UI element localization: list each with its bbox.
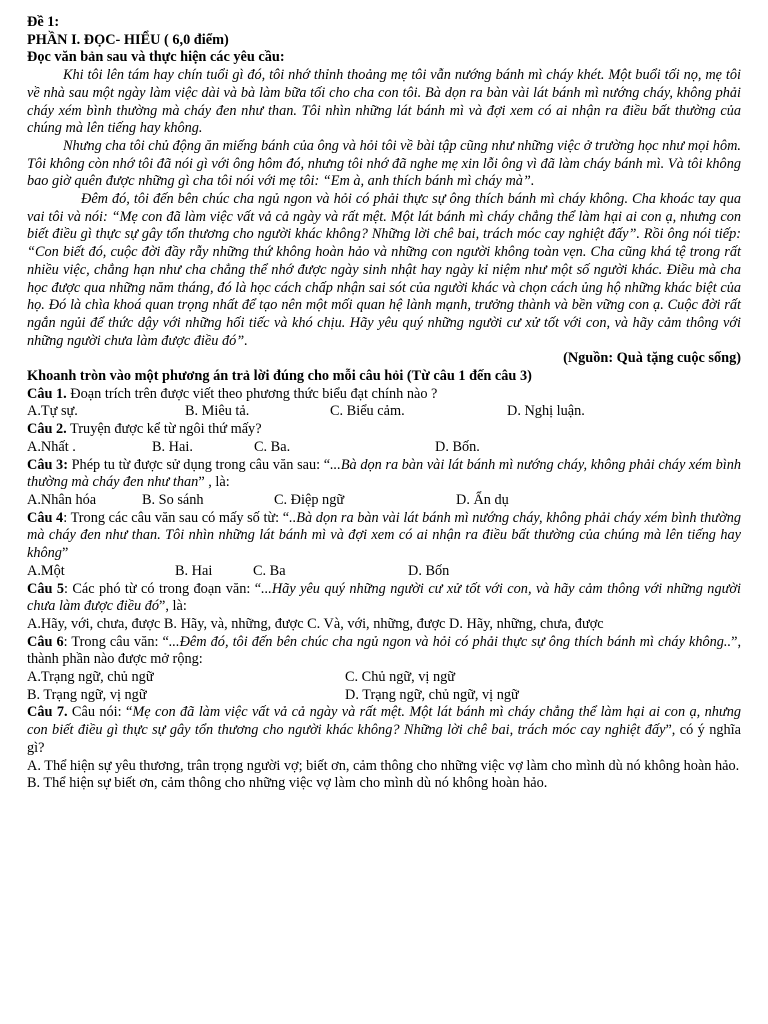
question-4-options xyxy=(27,563,741,581)
q3-option-a[interactable]: A.Nhân hóa xyxy=(27,491,97,508)
q2-option-b[interactable]: B. Hai. xyxy=(152,438,193,455)
q7-option-b[interactable]: B. Thể hiện sự biết ơn, cảm thông cho những việc vợ làm cho mình dù nó không hoàn hảo. xyxy=(27,775,548,792)
mcq-instruction: Khoanh tròn vào một phương án trả lời đúng cho mỗi câu hỏi (Từ câu 1 đến câu 3) xyxy=(27,368,532,385)
q2-option-d[interactable]: D. Bốn. xyxy=(435,438,480,455)
q3-option-d[interactable]: D. Ẩn dụ xyxy=(456,491,509,508)
question-6-options-row-1 xyxy=(27,669,741,687)
question-6-tail: ”, thành phần nào được mở rộng: xyxy=(27,633,742,668)
question-4-text: : Trong các câu văn sau có mấy số từ: “ xyxy=(63,509,290,526)
question-3-label: Câu 3: xyxy=(27,456,68,473)
question-1-options xyxy=(27,403,741,421)
question-2-text: Truyện được kể từ ngôi thứ mấy? xyxy=(66,421,262,438)
question-3-quote: ...Bà dọn ra bàn vài lát bánh mì nướng cháy, không phải cháy xém bình thường mà cháy đen như than xyxy=(27,456,741,491)
question-2-options xyxy=(27,439,741,457)
question-6-options-row-2 xyxy=(27,687,741,705)
question-4-tail: ” xyxy=(61,545,69,562)
q6-option-b[interactable]: B. Trạng ngữ, vị ngữ xyxy=(27,686,147,703)
passage-paragraph-1: Khi tôi lên tám hay chín tuổi gì đó, tôi nhớ thỉnh thoảng mẹ tôi vẫn nướng bánh mì cháy khét. Một buổi tối nọ, mẹ tôi về nhà sau một ngày làm việc dài và bà làm bữa tối cho cha con tôi. Bà dọn ra bàn vài lát bánh mì nướng cháy, không phải cháy xém bình thường mà cháy đen như than. Tôi nhìn những lát bánh mì và đợi xem có ai nhận ra điều bất thường của chúng mà lên tiếng hay không. xyxy=(27,67,741,137)
exam-number: Đề 1: xyxy=(27,14,60,30)
question-6-label: Câu 6 xyxy=(27,633,64,650)
question-7-label: Câu 7. xyxy=(27,704,68,721)
question-3-tail: ” , là: xyxy=(198,474,230,491)
q4-option-d[interactable]: D. Bốn xyxy=(408,562,450,579)
question-2-label: Câu 2. xyxy=(27,421,67,438)
question-7-quote: Mẹ con đã làm việc vất vả cả ngày và rất mệt. Một lát bánh mì cháy chẳng thể làm hại ai con ạ, nhưng con biết điều gì thực sự gây tổn thương cho người khác không? Những lời chê bai, trách móc cay nghiệt đấy xyxy=(27,704,741,739)
question-5-text: : Các phó từ có trong đoạn văn: “ xyxy=(64,580,262,597)
q7-option-a[interactable]: A. Thể hiện sự yêu thương, trân trọng người vợ; biết ơn, cảm thông cho những việc vợ làm cho mình dù nó không hoàn hảo. xyxy=(27,757,740,774)
reading-instruction: Đọc văn bản sau và thực hiện các yêu cầu: xyxy=(27,49,285,66)
question-5-quote: ...Hãy yêu quý những người cư xử tốt với con, và hãy cảm thông với những người chưa làm được điều đó xyxy=(27,580,741,615)
q6-option-a[interactable]: A.Trạng ngữ, chủ ngữ xyxy=(27,669,154,686)
question-1-text: Đoạn trích trên được viết theo phương thức biểu đạt chính nào ? xyxy=(66,385,438,402)
passage-paragraph-2: Nhưng cha tôi chủ động ăn miếng bánh của ông và hỏi tôi về bài tập cũng như những việc ở trường học như mọi hôm. Tôi không còn nhớ tôi đã nói gì với ông hôm đó, nhưng tôi nhớ đã nghe mẹ xin lỗi ông vì đã làm cháy bánh mì. Và tôi không bao giờ quên được những gì cha tôi nói với mẹ tôi: “Em à, anh thích bánh mì cháy mà”. xyxy=(27,137,741,190)
question-6-text: : Trong câu văn: “ xyxy=(63,633,169,650)
question-2 xyxy=(27,421,741,439)
q2-option-c[interactable]: C. Ba. xyxy=(254,438,291,455)
section-title: PHẦN I. ĐỌC- HIỂU ( 6,0 điểm) xyxy=(27,31,229,48)
q3-option-c[interactable]: C. Điệp ngữ xyxy=(274,491,345,508)
q4-option-a[interactable]: A.Một xyxy=(27,562,65,579)
question-4-quote: ..Bà dọn ra bàn vài lát bánh mì nướng cháy, không phải cháy xém bình thường mà cháy đen như than. Tôi nhìn những lát bánh mì và đợi xem có ai nhận ra điều bất thường của chúng mà lên tiếng hay không xyxy=(27,509,741,562)
q6-option-d[interactable]: D. Trạng ngữ, chủ ngữ, vị ngữ xyxy=(345,686,519,703)
question-3-options xyxy=(27,492,741,510)
question-3-text: Phép tu từ được sử dụng trong câu văn sau: “ xyxy=(67,456,331,473)
q1-option-c[interactable]: C. Biểu cảm. xyxy=(330,403,405,420)
question-5-tail: ”, là: xyxy=(159,598,187,615)
q1-option-a[interactable]: A.Tự sự. xyxy=(27,403,78,420)
passage-paragraph-3: Đêm đó, tôi đến bên chúc cha ngủ ngon và hỏi có phải thực sự ông thích bánh mì cháy không. Cha khoác tay qua vai tôi và nói: “Mẹ con đã làm việc vất vả cả ngày và rất mệt. Một lát bánh mì cháy chẳng thể làm hại ai con ạ, nhưng con biết điều gì thực sự gây tổn thương cho người khác không? Những lời chê bai, trách móc cay nghiệt đấy”. Rồi ông nói tiếp: “Con biết đó, cuộc đời đầy rẫy những thứ không hoàn hảo và những con người không toàn vẹn. Cha cũng khá tệ trong rất nhiều việc, chẳng hạn như cha chẳng thể nhớ được ngày sinh nhật hay ngày kỉ niệm như một số người khác. Điều mà cha học được qua những năm tháng, đó là học cách chấp nhận sai sót của người khác và chọn cách ủng hộ những khác biệt của họ. Đó là chìa khoá quan trọng nhất để tạo nên một mối quan hệ lành mạnh, trưởng thành và bền vững con ạ. Cuộc đời rất ngắn ngủi để thức dậy với những hối tiếc và khó chịu. Hãy yêu quý những người cư xử tốt với con, và hãy cảm thông với những người chưa làm được điều đó”. xyxy=(27,191,741,349)
passage-source: (Nguồn: Quà tặng cuộc sống) xyxy=(563,350,741,367)
q4-option-c[interactable]: C. Ba xyxy=(253,562,286,579)
question-4-label: Câu 4 xyxy=(27,509,64,526)
q3-option-b[interactable]: B. So sánh xyxy=(142,491,204,508)
question-1 xyxy=(27,386,741,404)
question-6-quote: ...Đêm đó, tôi đến bên chúc cha ngủ ngon và hỏi có phải thực sự ông thích bánh mì cháy không.. xyxy=(168,633,732,650)
question-5-label: Câu 5 xyxy=(27,580,64,597)
q4-option-b[interactable]: B. Hai xyxy=(175,562,213,579)
q6-option-c[interactable]: C. Chủ ngữ, vị ngữ xyxy=(345,669,456,686)
q1-option-d[interactable]: D. Nghị luận. xyxy=(507,403,585,420)
question-6 xyxy=(27,634,741,669)
question-5-options[interactable]: A.Hãy, với, chưa, được B. Hãy, và, những, được C. Và, với, những, được D. Hãy, những, chưa, được xyxy=(27,615,604,632)
question-7-text: Câu nói: “ xyxy=(67,704,133,721)
question-3 xyxy=(27,457,741,492)
q1-option-b[interactable]: B. Miêu tả. xyxy=(185,403,250,420)
question-7 xyxy=(27,704,741,757)
question-7-tail: ”, có ý nghĩa gì? xyxy=(27,722,741,756)
question-5 xyxy=(27,581,741,616)
q2-option-a[interactable]: A.Nhất . xyxy=(27,438,76,455)
question-4 xyxy=(27,510,741,563)
question-1-label: Câu 1. xyxy=(27,385,67,402)
